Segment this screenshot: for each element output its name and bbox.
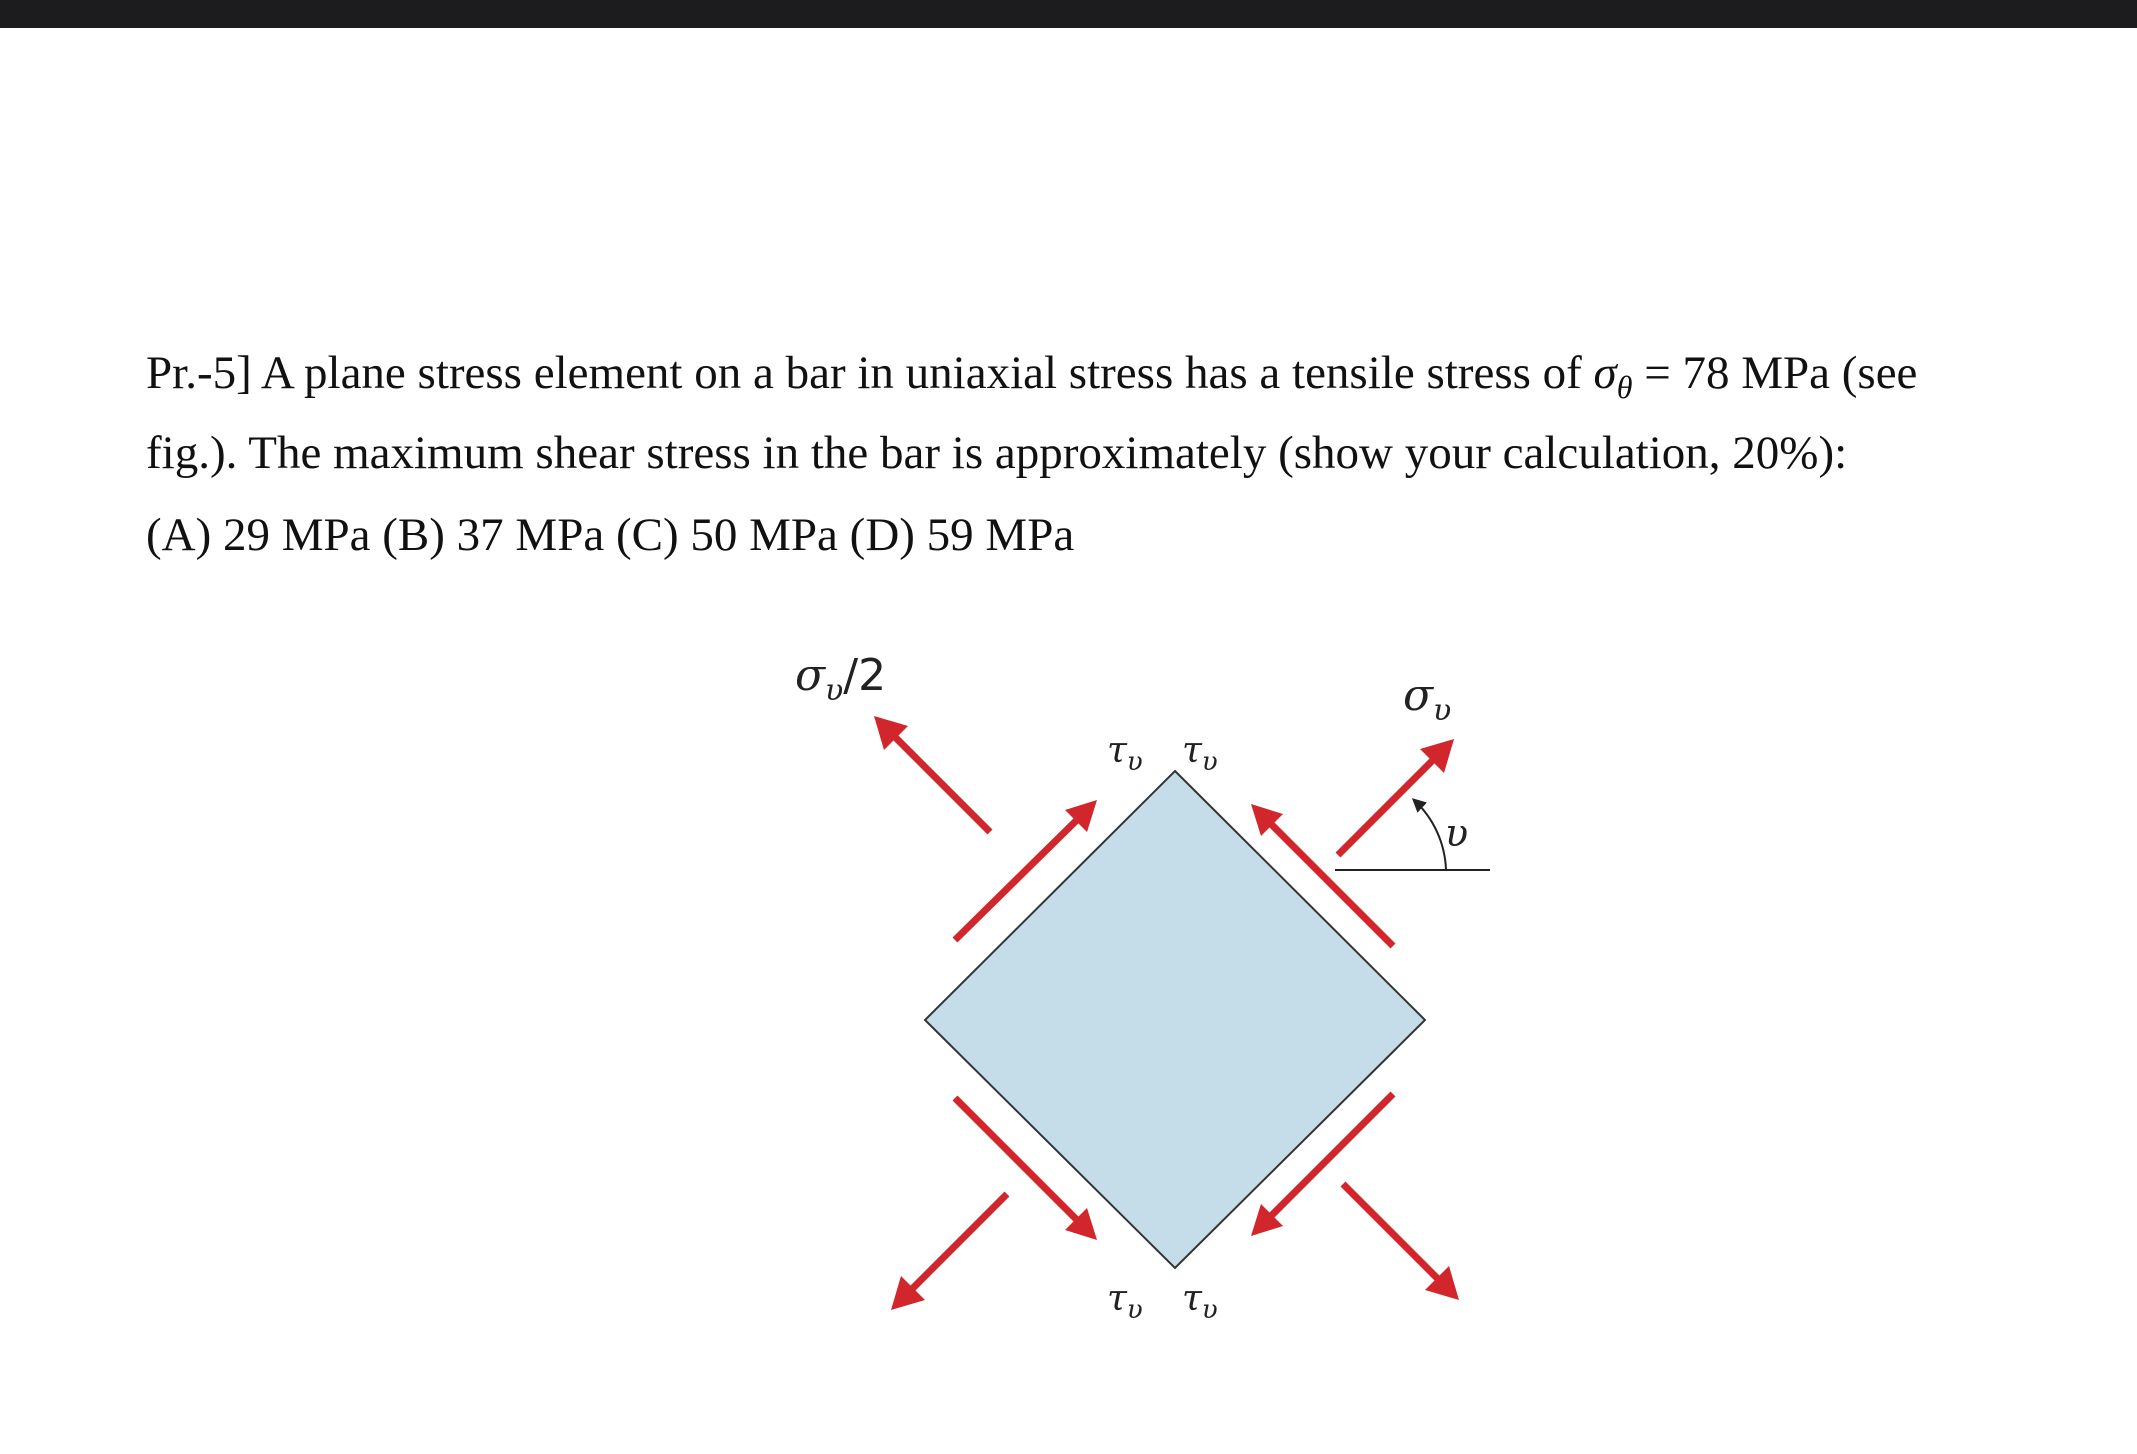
problem-text-start: Pr.-5] A plane stress element on a bar in uniaxial stress has a tensile stress of (146, 347, 1594, 399)
problem-text-value: = 78 MPa (see (1632, 347, 1918, 399)
label-sigma: $\sigma_\upsilon$ (1403, 670, 1452, 728)
problem-statement (146, 340, 2126, 486)
label-tau-bottom-right: $\tau_\upsilon$ (1182, 1278, 1218, 1325)
normal-stress-arrow-top-right (1338, 753, 1440, 855)
label-tau-top-left: $\tau_\upsilon$ (1107, 730, 1143, 777)
problem-line-1 (146, 340, 2126, 420)
normal-stress-arrow-bottom-right (1343, 1184, 1445, 1286)
label-tau-bottom-left: $\tau_\upsilon$ (1107, 1278, 1143, 1325)
top-bar (0, 0, 2137, 28)
sigma-subscript: θ (1616, 369, 1633, 405)
problem-line-2: fig.). The maximum shear stress in the bar is approximately (show your calculation, 20%): (146, 427, 1848, 479)
label-angle: υ (1445, 811, 1469, 855)
label-sigma-half: $\sigma_\upsilon/2$ (795, 650, 887, 708)
answer-choices: (A) 29 MPa (B) 37 MPa (C) 50 MPa (D) 59 MPa (146, 509, 1075, 561)
label-tau-top-right: $\tau_\upsilon$ (1182, 730, 1218, 777)
normal-stress-arrow-top-left (888, 730, 990, 832)
stress-element-figure (780, 640, 1540, 1340)
angle-arc (1414, 800, 1446, 870)
sigma-symbol: σ (1593, 347, 1617, 399)
normal-stress-arrow-bottom-left (905, 1194, 1007, 1296)
